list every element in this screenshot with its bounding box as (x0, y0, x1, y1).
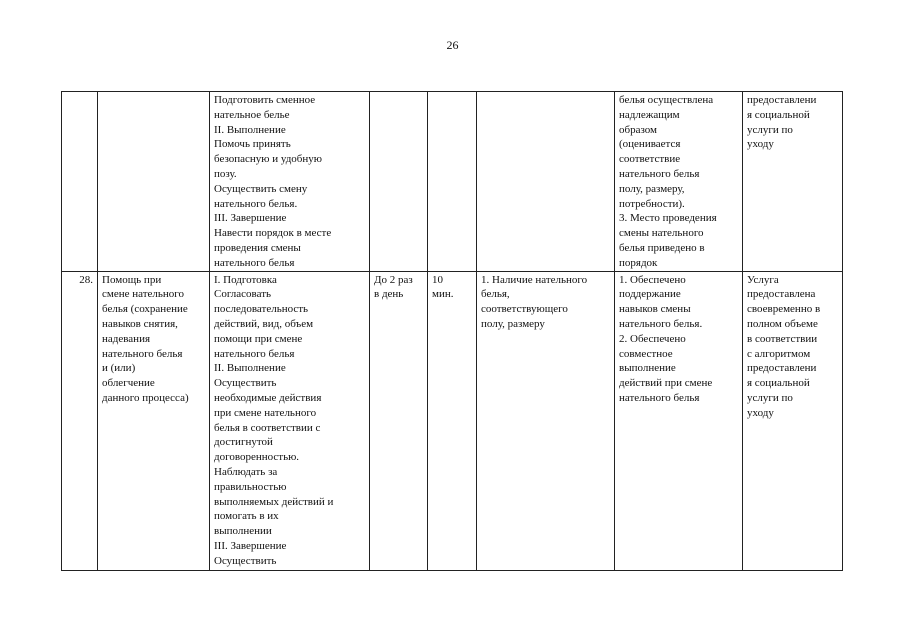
text-line: 1. Наличие нательного (481, 273, 588, 286)
text-line: безопасную и удобную (214, 153, 322, 166)
text-line: я социальной (747, 108, 810, 121)
text-line: в соответствии (747, 332, 818, 345)
text-line: помощи при смене (214, 332, 303, 345)
text-line: Услуга (747, 273, 779, 286)
text-line: и (или) (102, 362, 136, 375)
text-line: I. Подготовка (214, 273, 277, 286)
text-line: предоставлена (747, 288, 816, 301)
text-line: Наблюдать за (214, 465, 278, 478)
text-line: договоренностью. (214, 451, 300, 464)
row-number-cell (62, 92, 98, 272)
text-line: нательного белья. (214, 197, 298, 210)
service-name-cell (98, 271, 210, 570)
service-name-text (102, 273, 205, 406)
text-line: нательного белья (214, 256, 295, 269)
text-line: нательного белья (619, 391, 700, 404)
result-cell (615, 271, 743, 570)
text-line: Осуществить (214, 554, 277, 567)
duration-text (432, 273, 472, 303)
evaluation-cell (743, 92, 843, 272)
text-line: Согласовать (214, 288, 272, 301)
text-line: необходимые действия (214, 391, 322, 404)
table-row-28 (62, 271, 843, 570)
text-line: выполнении (214, 525, 272, 538)
text-line: смены нательного (619, 227, 704, 240)
text-line: 10 (432, 273, 443, 286)
frequency-cell (370, 92, 428, 272)
text-line: услуги по (747, 391, 793, 404)
duration-cell (428, 92, 477, 272)
text-line: действий при смене (619, 377, 713, 390)
text-line: мин. (432, 288, 454, 301)
text-line: своевременно в (747, 303, 821, 316)
text-line: уходу (747, 138, 774, 151)
text-line: позу. (214, 167, 237, 180)
text-line: 2. Обеспечено (619, 332, 686, 345)
text-line: уходу (747, 406, 774, 419)
text-line: последовательность (214, 303, 309, 316)
text-line: нательного белья. (619, 317, 703, 330)
text-line: (оценивается (619, 138, 681, 151)
row-number-cell (62, 271, 98, 570)
text-line: с алгоритмом (747, 347, 811, 360)
text-line: навыков смены (619, 303, 691, 316)
text-line: нательного белья (619, 167, 700, 180)
text-line: предоставлени (747, 362, 817, 375)
text-line: облегчение (102, 377, 155, 390)
text-line: совместное (619, 347, 673, 360)
text-line: Подготовить сменное (214, 94, 316, 106)
page-number: 26 (446, 38, 459, 52)
text-line: Осуществить (214, 377, 277, 390)
quality-cell (477, 92, 615, 272)
text-line: II. Выполнение (214, 123, 286, 136)
text-line: выполнение (619, 362, 676, 375)
row-number: 28. (79, 273, 93, 286)
text-line: белья, (481, 288, 510, 301)
text-line: потребности). (619, 197, 685, 210)
text-line: Навести порядок в месте (214, 227, 332, 240)
text-line: надевания (102, 332, 151, 345)
text-line: надлежащим (619, 108, 680, 121)
result-text (619, 93, 738, 271)
text-line: соответствие (619, 153, 681, 166)
evaluation-cell (743, 271, 843, 570)
text-line: полу, размеру, (619, 182, 685, 195)
duration-cell (428, 271, 477, 570)
text-line: помогать в их (214, 510, 279, 523)
result-text (619, 273, 738, 406)
text-line: нательного белья (214, 347, 295, 360)
quality-text (481, 273, 610, 332)
text-line: смене нательного (102, 288, 185, 301)
text-line: услуги по (747, 123, 793, 136)
text-line: достигнутой (214, 436, 273, 449)
text-line: До 2 раз (374, 273, 413, 286)
text-line: образом (619, 123, 658, 136)
algorithm-cell (210, 271, 370, 570)
text-line: навыков снятия, (102, 317, 178, 330)
text-line: выполняемых действий и (214, 495, 334, 508)
text-line: полу, размеру (481, 317, 545, 330)
evaluation-text (747, 93, 838, 152)
text-line: поддержание (619, 288, 681, 301)
services-table (61, 91, 843, 571)
text-line: предоставлени (747, 94, 817, 106)
text-line: III. Завершение (214, 539, 287, 552)
text-line: белья приведено в (619, 241, 705, 254)
text-line: белья осуществлена (619, 94, 714, 106)
table-row-continued (62, 92, 843, 272)
text-line: 1. Обеспечено (619, 273, 686, 286)
text-line: при смене нательного (214, 406, 317, 419)
text-line: действий, вид, объем (214, 317, 314, 330)
result-cell (615, 92, 743, 272)
text-line: белья в соответствии с (214, 421, 321, 434)
text-line: нательного белья (102, 347, 183, 360)
text-line: Помочь принять (214, 138, 291, 151)
text-line: полном объеме (747, 317, 818, 330)
text-line: порядок (619, 256, 658, 269)
text-line: нательное белье (214, 108, 290, 121)
algorithm-cell (210, 92, 370, 272)
frequency-cell (370, 271, 428, 570)
text-line: белья (сохранение (102, 303, 188, 316)
evaluation-text (747, 273, 838, 421)
text-line: Помощь при (102, 273, 162, 286)
text-line: правильностью (214, 480, 287, 493)
algorithm-text (214, 93, 365, 271)
frequency-text (374, 273, 423, 303)
quality-cell (477, 271, 615, 570)
service-name-cell (98, 92, 210, 272)
text-line: данного процесса) (102, 391, 189, 404)
text-line: II. Выполнение (214, 362, 286, 375)
text-line: проведения смены (214, 241, 301, 254)
text-line: III. Завершение (214, 212, 287, 225)
text-line: 3. Место проведения (619, 212, 717, 225)
text-line: Осуществить смену (214, 182, 308, 195)
text-line: в день (374, 288, 404, 301)
text-line: соответствующего (481, 303, 568, 316)
text-line: я социальной (747, 377, 810, 390)
algorithm-text (214, 273, 365, 569)
